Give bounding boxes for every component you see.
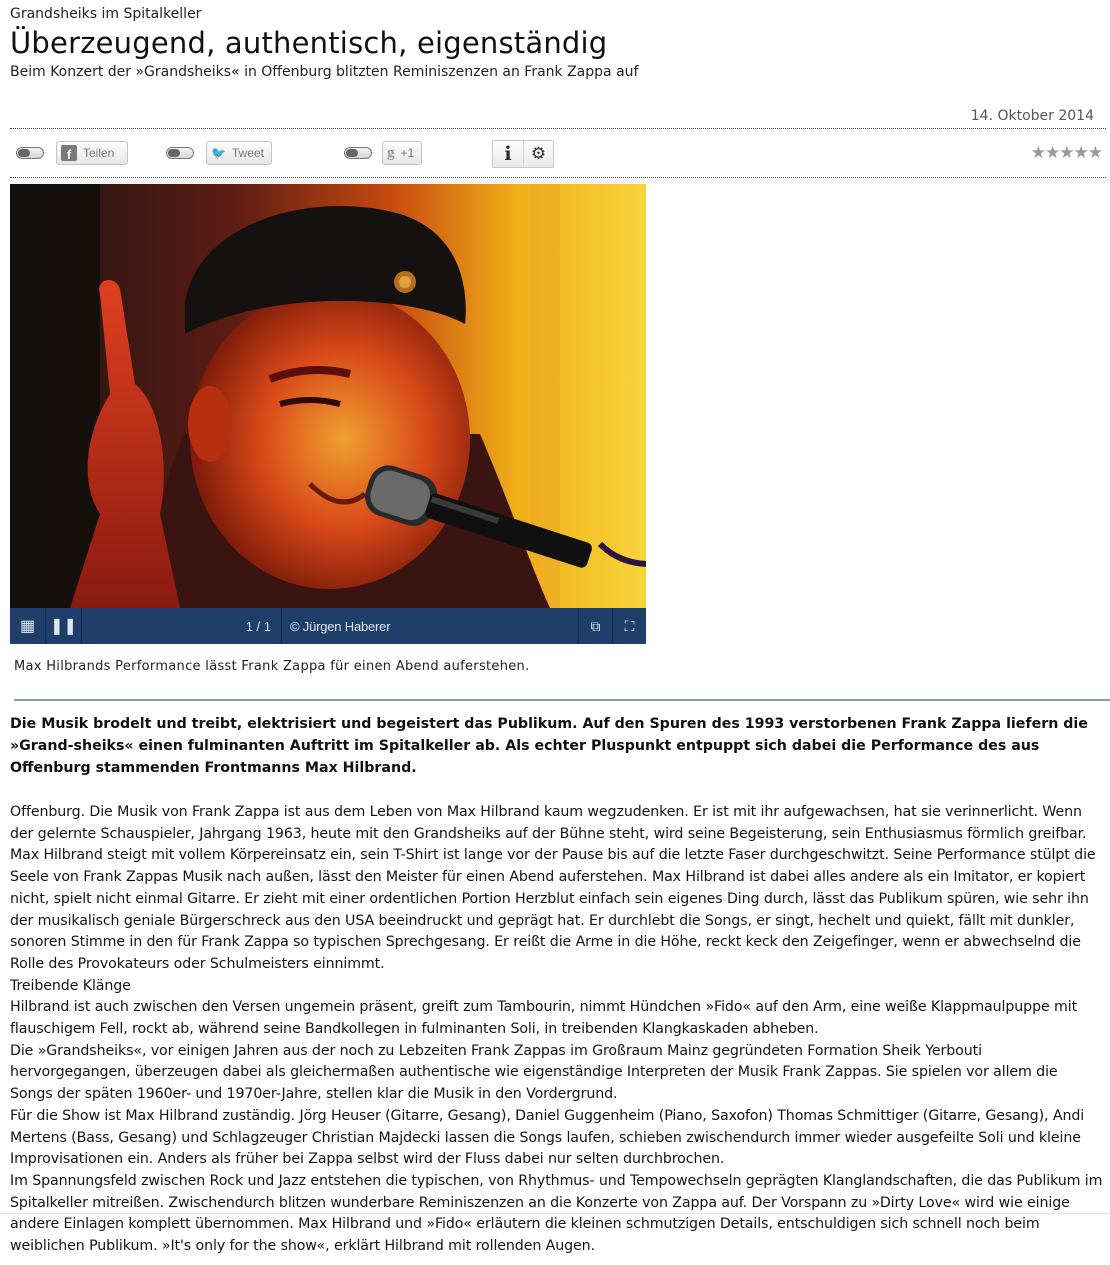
divider-caption [14, 699, 1110, 701]
pause-icon: ❚❚ [50, 618, 77, 635]
facebook-icon: f [61, 145, 77, 161]
gplus-button[interactable] [382, 141, 422, 165]
paragraph: Die »Grandsheiks«, vor einigen Jahren aus der noch zu Lebzeiten Frank Zappas im Großraum Mainz gegründeten Formation Sheik Yerbouti hervorgegangen, überzeugen dabei als gleichermaßen authentische wie eigenständige Interpreten der Musik Frank Zappas. Sie spielen vor allem die Songs der späten 1960er- und 1970er-Jahre, stellen klar die Musik in den Vordergrund. [10, 1042, 1058, 1103]
gplus-label: +1 [400, 146, 415, 160]
article-headline: Überzeugend, authentisch, eigenständig [10, 26, 608, 60]
facebook-share-label: Teilen [83, 146, 115, 160]
tweet-button[interactable] [206, 141, 272, 165]
article-photo[interactable] [10, 184, 646, 644]
thumbnail-grid-button[interactable] [10, 608, 46, 644]
fullscreen-button[interactable] [612, 608, 646, 644]
article-date: 14. Oktober 2014 [970, 108, 1094, 124]
settings-button[interactable] [523, 141, 553, 167]
social-info-settings-group [492, 140, 554, 168]
paragraph: Offenburg. Die Musik von Frank Zappa ist aus dem Leben von Max Hilbrand kaum wegzudenken. Er ist mit ihr aufgewachsen, hat sie verinnerlicht. Wenn der gelernte Schauspieler, Jahrgang 1963, heute mit den Grandsheiks auf der Bühne steht, wird seine Begeisterung, sein Enthusiasmus förmlich greifbar. [10, 804, 1087, 842]
tweet-label: Tweet [231, 146, 264, 160]
pause-button[interactable] [46, 608, 82, 644]
rating-stars[interactable]: ★★★★★ [1030, 143, 1102, 163]
fullscreen-icon: ⛶ [624, 617, 635, 634]
gplus-toggle[interactable] [344, 147, 372, 159]
paragraph: Hilbrand ist auch zwischen den Versen ungemein präsent, greift zum Tambourin, nimmt Hündchen »Fido« auf den Arm, eine weiße Klappmaulpuppe mit flauschigem Fell, rockt ab, während seine Bandkollegen in fulminanten Soli, in treibenden Klangkaskaden abheben. [10, 999, 1078, 1038]
section-heading: Treibende Klänge [10, 977, 131, 994]
photo-credit: © Jürgen Haberer [290, 618, 391, 634]
divider-top [10, 128, 1106, 129]
divider-social [10, 177, 1106, 178]
photo-toolbar [10, 608, 646, 644]
social-bar [10, 140, 1106, 166]
facebook-toggle[interactable] [16, 147, 44, 159]
article-kicker: Grandsheiks im Spitalkeller [10, 6, 202, 22]
article-body [10, 802, 1104, 1258]
info-button[interactable] [493, 141, 523, 167]
paragraph: Im Spannungsfeld zwischen Rock und Jazz entstehen die typischen, von Rhythmus- und Tempowechseln geprägten Klanglandschaften, die das Publikum im Spitalkeller mitreißen. Zwischendurch blitzen wunderbare Reminiszenzen an die Konzerte von Zappa auf. Der Vorspann zu »Dirty Love« wird wie einige andere Einlagen komplett übernommen. Max Hilbrand und »Fido« erläutern die kleinen schmutzigen Details, entschuldigen sich schnell noch beim weiblichen Publikum. »It's only for the show«, erklärt Hilbrand mit rollenden Augen. [10, 1172, 1103, 1255]
twitter-bird-icon: 🐦 [211, 146, 226, 160]
grid-icon: ▦ [19, 618, 36, 635]
popup-icon: ⧉ [590, 617, 601, 634]
article-subheadline: Beim Konzert der »Grandsheiks« in Offenburg blitzten Reminiszenzen an Frank Zappa auf [10, 64, 639, 80]
photo-caption: Max Hilbrands Performance lässt Frank Zappa für einen Abend auferstehen. [14, 659, 530, 674]
paragraph: Max Hilbrand steigt mit vollem Körpereinsatz ein, sein T-Shirt ist lange vor der Pause bis auf die letzte Faser durchgeschwitzt. Seine Performance stülpt die Seele von Frank Zappas Musik nach außen, lässt den Meister für einen Abend auferstehen. Max Hilbrand ist dabei alles andere als ein Imitator, er kopiert nicht, spielt nicht einmal Gitarre. Er zieht mit einer ordentlichen Portion Herzblut einfach sein eigenes Ding durch, lässt das Publikum spüren, wie sehr ihn der musikalisch geniale Bürgerschreck aus den USA beeindruckt und geprägt hat. Er durchlebt die Songs, er singt, hechelt und quiekt, fällt mit dunkler, sonoren Stimme in den für Frank Zappa so typischen Sprechgesang. Er reißt die Arme in die Höhe, reckt keck den Zeigefinger, wenn er abwechselnd die Rolle des Provokateurs oder Schulmeisters einnimmt. [10, 847, 1096, 972]
popup-button[interactable] [578, 608, 612, 644]
google-plus-icon: g [387, 144, 395, 161]
article-lead: Die Musik brodelt und treibt, elektrisiert und begeistert das Publikum. Auf den Spuren des 1993 verstorbenen Frank Zappa liefern die »Grand-sheiks« einen fulminanten Auftritt im Spitalkeller ab. Als echter Pluspunkt entpuppt sich dabei die Performance des aus Offenburg stammenden Frontmanns Max Hilbrand. [10, 716, 1088, 776]
photo-counter: 1 / 1 [82, 608, 282, 644]
paragraph: Für die Show ist Max Hilbrand zuständig. Jörg Heuser (Gitarre, Gesang), Daniel Guggenheim (Piano, Saxofon) Thomas Schmittiger (Gitarre, Gesang), Andi Mertens (Bass, Gesang) und Schlagzeuger Christian Majdecki lassen die Songs laufen, schieben zwischendurch immer wieder ausgefeilte Soli und kleine Improvisationen ein. Anders als früher bei Zappa selbst wird der Fluss dabei nur selten durchbrochen. [10, 1107, 1085, 1168]
page-seam [0, 1213, 1110, 1214]
gear-icon: ⚙ [530, 144, 547, 164]
twitter-toggle[interactable] [166, 147, 194, 159]
info-icon: i [504, 143, 512, 165]
concert-photo-illustration [10, 184, 646, 608]
facebook-share-button[interactable] [56, 141, 128, 165]
